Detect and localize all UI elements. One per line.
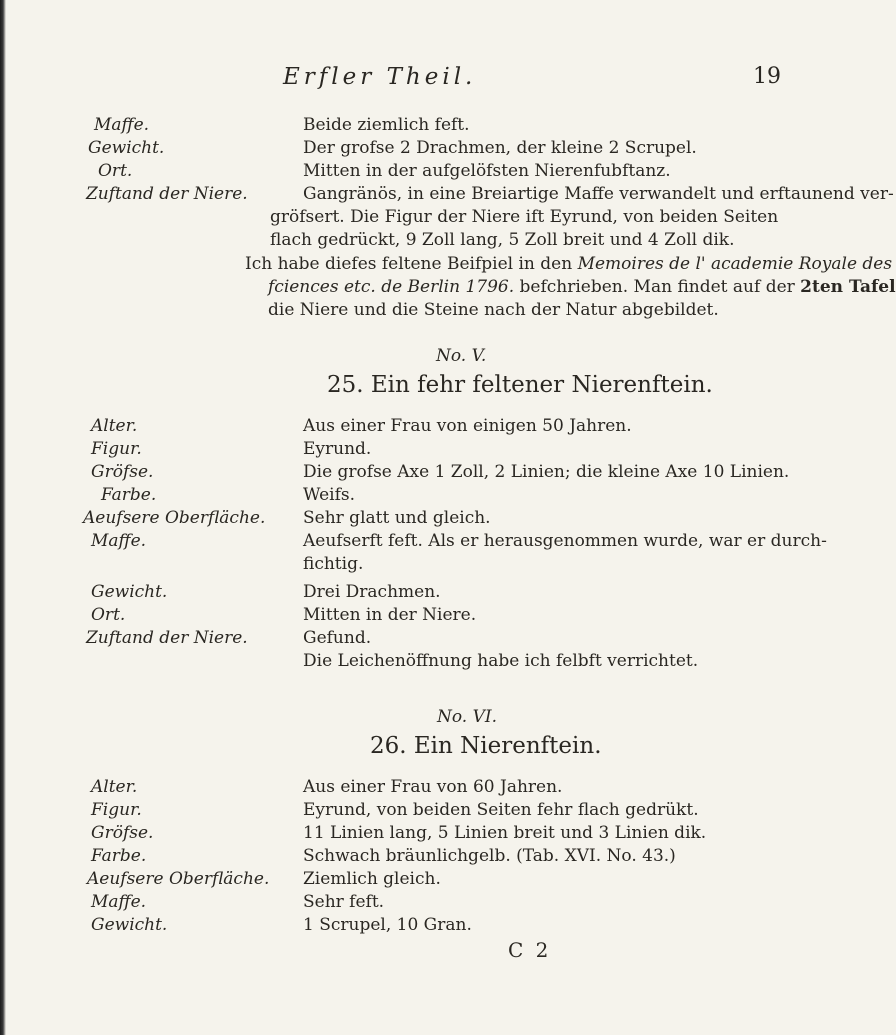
entry-label: Figur.: [91, 800, 142, 820]
entry-text: Mitten in der aufgelöfsten Nierenfubftanz.: [303, 161, 671, 181]
entry-text: Ziemlich gleich.: [303, 869, 441, 889]
section-heading: 25. Ein fehr feltener Nierenftein.: [327, 372, 713, 398]
entry-label: Ort.: [91, 605, 126, 625]
closing-line: Die Leichenöffnung habe ich felbft verrichtet.: [303, 651, 699, 671]
entry-label: Gröfse.: [91, 462, 154, 482]
paragraph-line: die Niere und die Steine nach der Natur abgebildet.: [268, 300, 719, 320]
entry-text: 11 Linien lang, 5 Linien breit und 3 Linien dik.: [303, 823, 707, 843]
entry-label: Farbe.: [101, 485, 157, 505]
entry-text: Schwach bräunlichgelb. (Tab. XVI. No. 43.): [303, 846, 676, 866]
section-number: No. VI.: [437, 707, 498, 727]
entry-text: Der grofse 2 Drachmen, der kleine 2 Scrupel.: [303, 138, 697, 158]
entry-label: Zuftand der Niere.: [86, 628, 248, 648]
entry-label: Aeufsere Oberfläche.: [87, 869, 270, 889]
entry-label: Farbe.: [91, 846, 147, 866]
page-number: 19: [753, 64, 781, 89]
entry-text: Eyrund, von beiden Seiten fehr flach gedrükt.: [303, 800, 699, 820]
entry-text: Drei Drachmen.: [303, 582, 441, 602]
entry-label: Maffe.: [91, 892, 147, 912]
section-heading: 26. Ein Nierenftein.: [370, 733, 602, 759]
entry-text: Sehr glatt und gleich.: [303, 508, 491, 528]
entry-text: Sehr feft.: [303, 892, 385, 912]
paragraph-line: [268, 276, 896, 298]
entry-label: Gröfse.: [91, 823, 154, 843]
entry-text: Aus einer Frau von einigen 50 Jahren.: [303, 416, 632, 436]
citation-text: Memoires de l' academie Royale des: [577, 254, 893, 274]
continuation-line: fichtig.: [303, 554, 364, 574]
entry-label: Maffe.: [91, 531, 147, 551]
entry-text: Aeufserft feft. Als er herausgenommen wurde, war er durch-: [303, 531, 827, 551]
entry-text: Beide ziemlich feft.: [303, 115, 470, 135]
entry-text: 1 Scrupel, 10 Gran.: [303, 915, 472, 935]
entry-label: Aeufsere Oberfläche.: [83, 508, 266, 528]
entry-text: Aus einer Frau von 60 Jahren.: [303, 777, 563, 797]
paragraph-text: Ich habe diefes feltene Beifpiel in den: [245, 254, 578, 274]
section-number: No. V.: [436, 346, 487, 366]
entry-label: Ort.: [98, 161, 133, 181]
entry-label: Maffe.: [94, 115, 150, 135]
citation-text: fciences etc. de Berlin 1796.: [268, 277, 515, 297]
continuation-line: flach gedrückt, 9 Zoll lang, 5 Zoll breit und 4 Zoll dik.: [270, 230, 735, 250]
entry-text: Eyrund.: [303, 439, 372, 459]
paragraph-line: [245, 253, 892, 275]
entry-label: Zuftand der Niere.: [86, 184, 248, 204]
entry-text: Gefund.: [303, 628, 372, 648]
entry-label: Gewicht.: [91, 582, 168, 602]
entry-text: Gangränös, in eine Breiartige Maffe verwandelt und erftaunend ver-: [303, 184, 894, 204]
entry-text: Weifs.: [303, 485, 356, 505]
entry-label: Figur.: [91, 439, 142, 459]
entry-label: Gewicht.: [91, 915, 168, 935]
continuation-line: gröfsert. Die Figur der Niere ift Eyrund, von beiden Seiten: [270, 207, 779, 227]
paragraph-text: befchrieben. Man findet auf der: [514, 277, 801, 297]
entry-text: Die grofse Axe 1 Zoll, 2 Linien; die kleine Axe 10 Linien.: [303, 462, 790, 482]
entry-label: Alter.: [91, 416, 138, 436]
entry-text: Mitten in der Niere.: [303, 605, 477, 625]
entry-label: Gewicht.: [88, 138, 165, 158]
signature-mark: C 2: [508, 938, 552, 962]
entry-label: Alter.: [91, 777, 138, 797]
plate-reference: 2ten Tafel: [800, 277, 896, 297]
running-head: Erfler Theil.: [283, 64, 477, 90]
